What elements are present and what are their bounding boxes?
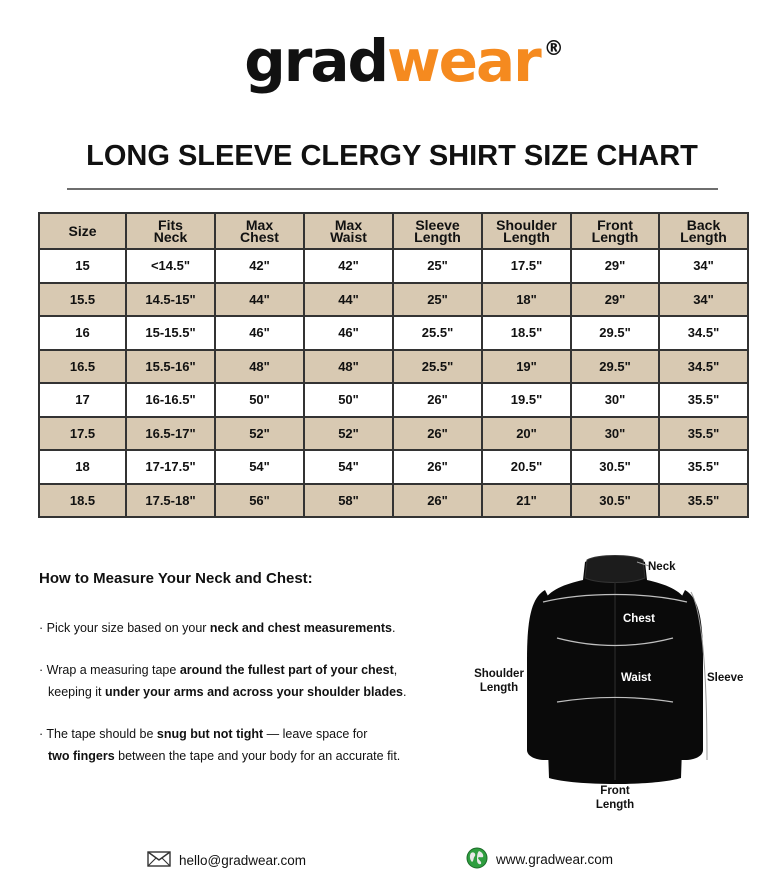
table-cell: 35.5" [659, 383, 748, 417]
column-header-text: Waist [330, 229, 367, 245]
table-cell: 34.5" [659, 316, 748, 350]
table-cell: <14.5" [126, 249, 215, 283]
column-header-text: Neck [153, 229, 188, 245]
instruction-3-text-a: The tape should be [46, 727, 157, 741]
table-cell: 29.5" [571, 316, 659, 350]
registered-mark: ® [543, 36, 564, 60]
footer-email[interactable] [147, 850, 306, 870]
table-cell: 15 [39, 249, 126, 283]
column-header [571, 213, 659, 249]
instruction-2-text-a: Wrap a measuring tape [46, 663, 180, 677]
instruction-2-text-c: , [393, 663, 398, 677]
table-cell: 16.5-17" [126, 417, 215, 451]
table-cell: 26" [393, 383, 482, 417]
table-cell: 48" [304, 350, 393, 384]
table-row [39, 283, 748, 317]
size-chart-table [38, 212, 749, 518]
table-cell: 17.5 [39, 417, 126, 451]
instruction-1: · Pick your size based on your neck and chest measurements. [39, 621, 396, 635]
table-cell: 46" [304, 316, 393, 350]
column-header-text: Length [680, 229, 727, 245]
table-cell: 30" [571, 383, 659, 417]
table-cell: 50" [304, 383, 393, 417]
instruction-3-line2 [39, 745, 459, 767]
label-chest: Chest [623, 613, 655, 625]
how-to-measure [39, 570, 459, 787]
table-cell: 18 [39, 450, 126, 484]
instruction-2-text-d: keeping it [48, 685, 105, 699]
instruction-3-text-e: between the tape and your body for an accurate fit. [114, 749, 401, 763]
column-header-text: Max [334, 217, 363, 233]
table-cell: 30.5" [571, 484, 659, 518]
column-header [39, 213, 126, 249]
logo [0, 27, 784, 95]
instruction-2: · Wrap a measuring tape around the fullest part of your chest, keeping it under your arms and across your shoulder blades. [39, 659, 459, 703]
table-cell: 58" [304, 484, 393, 518]
footer-website[interactable] [466, 848, 613, 870]
instruction-1-text-c: . [391, 621, 396, 635]
label-neck: Neck [648, 561, 676, 573]
label-sleeve: Sleeve [707, 672, 744, 684]
table-cell: 14.5-15" [126, 283, 215, 317]
label-shoulder-line2: Length [479, 682, 519, 694]
table-cell: 56" [215, 484, 304, 518]
shirt-collar [585, 556, 645, 583]
table-cell: 29" [571, 283, 659, 317]
table-row [39, 350, 748, 384]
table-cell: 15.5 [39, 283, 126, 317]
table-cell: 35.5" [659, 417, 748, 451]
instruction-1-bold: neck and chest measurements [209, 621, 392, 635]
table-cell: 17-17.5" [126, 450, 215, 484]
table-cell: 17 [39, 383, 126, 417]
instruction-3-text-c: — leave space for [263, 727, 368, 741]
table-cell: 25" [393, 249, 482, 283]
column-header-text: Shoulder [496, 217, 557, 233]
logo-wordmark [244, 27, 564, 95]
table-row [39, 450, 748, 484]
label-shoulder-line1: Shoulder [474, 668, 524, 680]
column-header-text: Front [597, 217, 633, 233]
page-title: LONG SLEEVE CLERGY SHIRT SIZE CHART [86, 140, 698, 172]
table-row [39, 316, 748, 350]
envelope-icon [147, 851, 171, 870]
table-cell: 20.5" [482, 450, 571, 484]
table-cell: 19" [482, 350, 571, 384]
table-cell: 17.5-18" [126, 484, 215, 518]
table-cell: 44" [215, 283, 304, 317]
label-front-line2: Length [595, 799, 635, 811]
table-cell: 34.5" [659, 350, 748, 384]
label-front-line1: Front [600, 785, 630, 797]
table-cell: 34" [659, 283, 748, 317]
table-cell: 19.5" [482, 383, 571, 417]
footer-email-text[interactable]: hello@gradwear.com [179, 852, 307, 868]
table-cell: 48" [215, 350, 304, 384]
table-cell: 30.5" [571, 450, 659, 484]
table-cell: 18.5" [482, 316, 571, 350]
column-header [126, 213, 215, 249]
table-cell: 25.5" [393, 350, 482, 384]
table-row [39, 249, 748, 283]
measurement-diagram [465, 550, 765, 820]
table-cell: 18.5 [39, 484, 126, 518]
table-cell: 21" [482, 484, 571, 518]
instruction-3-bold-b: snug but not tight [156, 727, 264, 741]
instruction-2-line2 [39, 681, 459, 703]
table-cell: 29" [571, 249, 659, 283]
table-cell: 54" [215, 450, 304, 484]
table-cell: 16 [39, 316, 126, 350]
table-cell: 16.5 [39, 350, 126, 384]
how-to-heading: How to Measure Your Neck and Chest: [39, 570, 313, 587]
table-cell: 46" [215, 316, 304, 350]
column-header-text: Length [414, 229, 461, 245]
table-header-row [39, 213, 748, 249]
table-cell: 34" [659, 249, 748, 283]
column-header [659, 213, 748, 249]
label-waist: Waist [621, 672, 652, 684]
column-header-text: Size [68, 223, 97, 239]
globe-icon [466, 847, 488, 872]
table-cell: 17.5" [482, 249, 571, 283]
table-cell: 44" [304, 283, 393, 317]
table-cell: 42" [304, 249, 393, 283]
table-cell: 26" [393, 417, 482, 451]
column-header-text: Fits [158, 217, 183, 233]
table-cell: 18" [482, 283, 571, 317]
table-row [39, 383, 748, 417]
table-cell: 52" [304, 417, 393, 451]
column-header-text: Max [245, 217, 274, 233]
table-body [39, 249, 748, 517]
instruction-2-text-f: . [403, 685, 407, 699]
table-cell: 16-16.5" [126, 383, 215, 417]
table-cell: 50" [215, 383, 304, 417]
column-header-text: Chest [240, 229, 279, 245]
table-cell: 29.5" [571, 350, 659, 384]
table-cell: 42" [215, 249, 304, 283]
instruction-1-text-a: Pick your size based on your [46, 621, 210, 635]
table-cell: 26" [393, 450, 482, 484]
table-row [39, 417, 748, 451]
title-divider [67, 188, 718, 190]
table-cell: 54" [304, 450, 393, 484]
table-cell: 30" [571, 417, 659, 451]
table-cell: 15-15.5" [126, 316, 215, 350]
table-cell: 15.5-16" [126, 350, 215, 384]
instruction-2-bold-b: around the fullest part of your chest [179, 663, 394, 677]
table-cell: 25" [393, 283, 482, 317]
table-cell: 20" [482, 417, 571, 451]
column-header-text: Sleeve [415, 217, 460, 233]
column-header-text: Back [686, 217, 721, 233]
label-front-length [587, 784, 643, 812]
logo-wear: wear [387, 27, 540, 95]
instruction-2-bold-e: under your arms and across your shoulder blades [104, 685, 403, 699]
footer-website-text[interactable]: www.gradwear.com [496, 851, 614, 867]
table-cell: 52" [215, 417, 304, 451]
table-row [39, 484, 748, 518]
column-header [482, 213, 571, 249]
table-cell: 25.5" [393, 316, 482, 350]
column-header [215, 213, 304, 249]
table-cell: 35.5" [659, 450, 748, 484]
label-shoulder-length [471, 667, 527, 695]
column-header-text: Length [503, 229, 550, 245]
table-cell: 26" [393, 484, 482, 518]
instruction-3-bold-d: two fingers [48, 749, 115, 763]
table-cell: 35.5" [659, 484, 748, 518]
column-header [393, 213, 482, 249]
column-header [304, 213, 393, 249]
logo-grad: grad [244, 27, 388, 95]
instruction-3: · The tape should be snug but not tight — leave space for two fingers between the tape and your body for an accurate fit. [39, 723, 459, 767]
column-header-text: Length [591, 229, 639, 245]
